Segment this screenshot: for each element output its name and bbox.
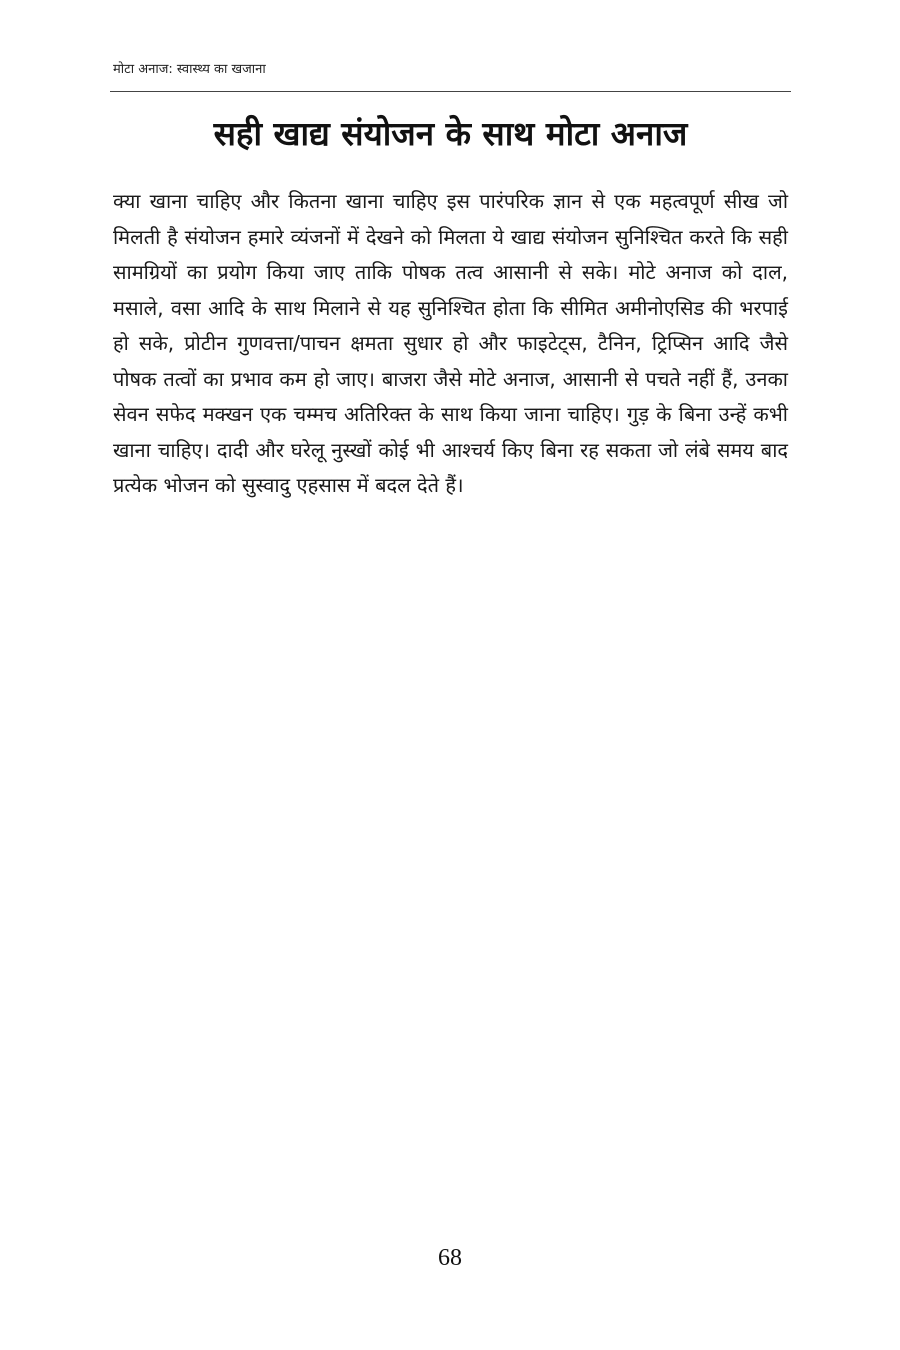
page-title: सही खाद्य संयोजन के साथ मोटा अनाज: [213, 114, 688, 153]
page-number: 68: [438, 1245, 462, 1271]
header-divider: [110, 91, 791, 92]
body-paragraph: क्या खाना चाहिए और कितना खाना चाहिए इस पारंपरिक ज्ञान से एक महत्वपूर्ण सीख जो मिलती है संयोजन हमारे व्यंजनों में देखने को मिलता ये खाद्य संयोजन सुनिश्चित करते कि सही सामग्रियों का प्रयोग किया जाए ताकि पोषक तत्व आसानी से सके। मोटे अनाज को दाल, मसाले, वसा आदि के साथ मिलाने से यह सुनिश्चित होता कि सीमित अमीनोएसिड की भरपाई हो सके, प्रोटीन गुणवत्ता/पाचन क्षमता सुधार हो और फाइटेट्स, टैनिन, ट्रिप्सिन आदि जैसे पोषक तत्वों का प्रभाव कम हो जाए। बाजरा जैसे मोटे अनाज, आसानी से पचते नहीं हैं, उनका सेवन सफेद मक्खन एक चम्मच अतिरिक्त के साथ किया जाना चाहिए। गुड़ के बिना उन्हें कभी खाना चाहिए। दादी और घरेलू नुस्खों कोई भी आश्चर्य किए बिना रह सकता जो लंबे समय बाद प्रत्येक भोजन को सुस्वादु एहसास में बदल देते हैं।: [113, 189, 788, 497]
running-header: मोटा अनाज: स्वास्थ्य का खजाना: [113, 62, 266, 77]
